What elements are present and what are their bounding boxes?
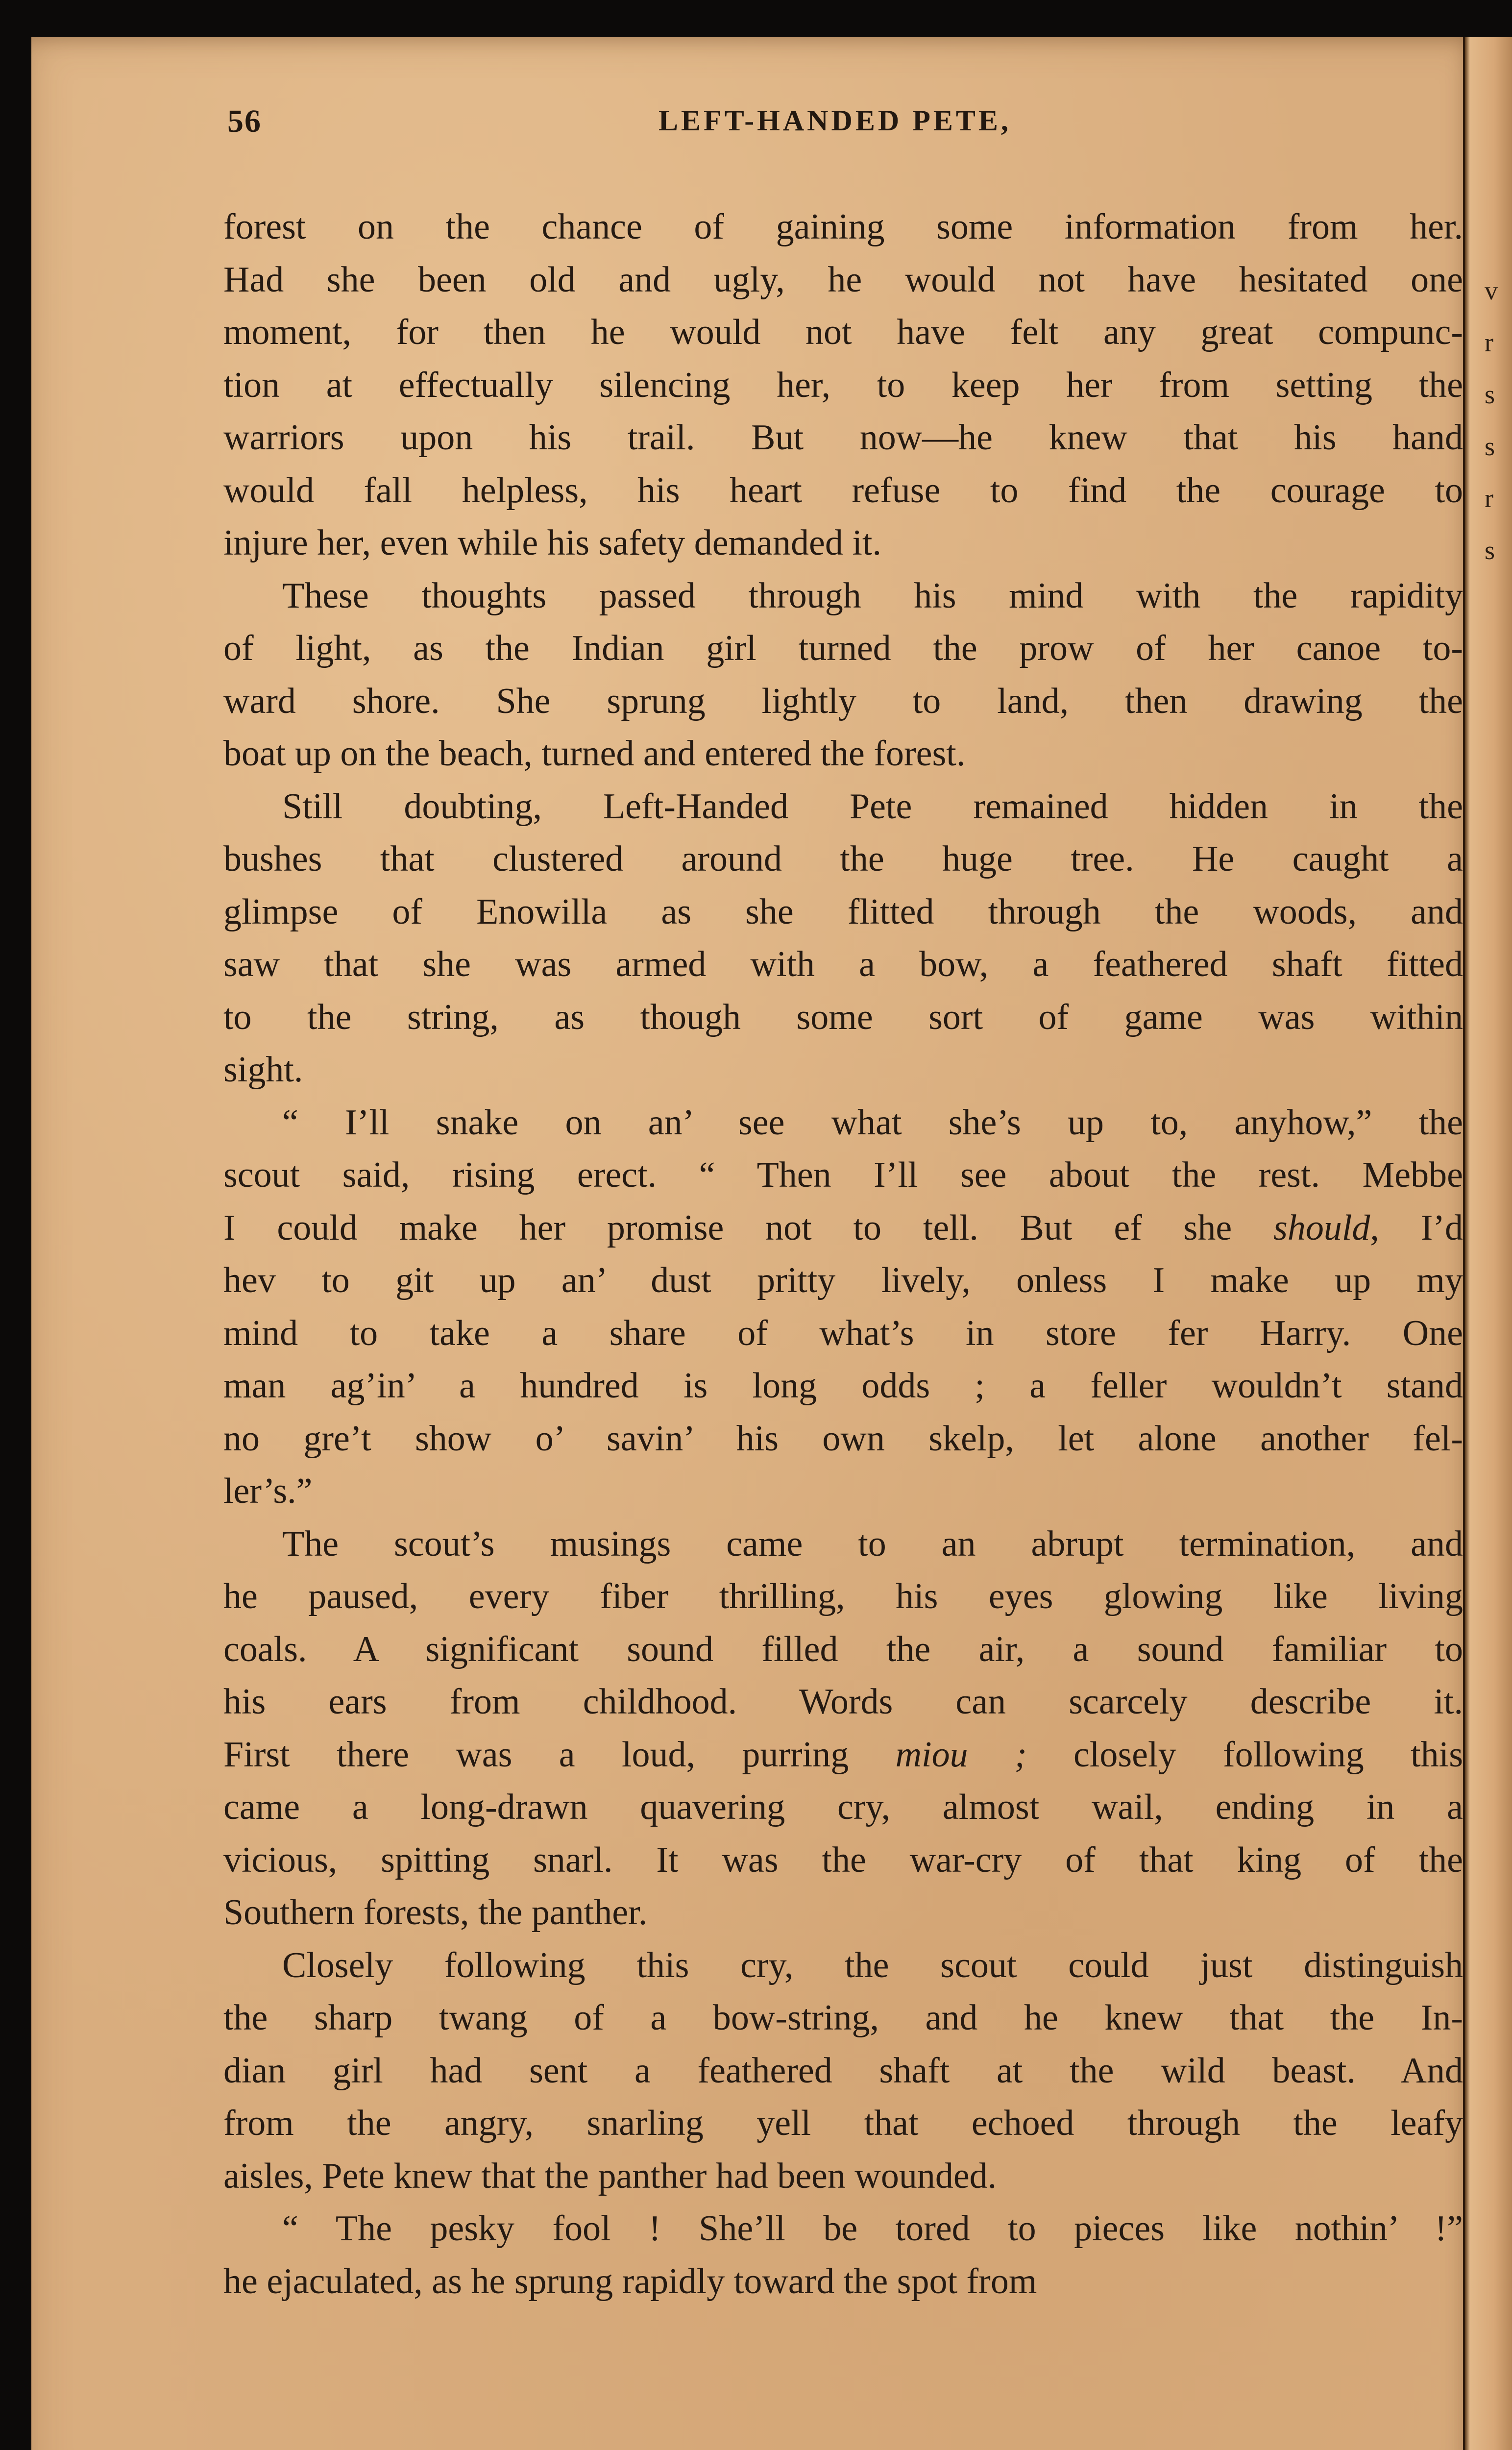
- text-line: of light, as the Indian girl turned the prow of her canoe to-: [223, 628, 1463, 668]
- facing-page-letter: v: [1485, 276, 1498, 305]
- text-line: Closely following this cry, the scout could just distinguish: [282, 1945, 1463, 1985]
- text-line: aisles, Pete knew that the panther had been wounded.: [223, 2156, 997, 2196]
- text-line: Southern forests, the panther.: [223, 1892, 648, 1933]
- text-line: hev to git up an’ dust pritty lively, onless I make up my: [223, 1260, 1463, 1300]
- text-line: no gre’t show o’ savin’ his own skelp, let alone another fel-: [223, 1418, 1463, 1459]
- body-text: [223, 201, 1463, 2308]
- text-line: he paused, every fiber thrilling, his eyes glowing like living: [223, 1576, 1463, 1617]
- page-number: 56: [227, 103, 262, 139]
- text-line: he ejaculated, as he sprung rapidly toward the spot from: [223, 2261, 1037, 2302]
- text-line: These thoughts passed through his mind with the rapidity: [282, 575, 1463, 616]
- text-line: coals. A significant sound filled the air, a sound familiar to: [223, 1629, 1463, 1669]
- facing-page-letters: [1485, 265, 1512, 576]
- text-line: forest on the chance of gaining some information from her.: [223, 207, 1463, 247]
- text-line: ler’s.”: [223, 1471, 313, 1511]
- paragraph: [223, 781, 1463, 1097]
- text-line: moment, for then he would not have felt any great compunc-: [223, 312, 1463, 352]
- facing-page-letter: s: [1485, 380, 1495, 409]
- text-line: to the string, as though some sort of game was within: [223, 997, 1463, 1037]
- text-line: saw that she was armed with a bow, a feathered shaft fitted: [223, 944, 1463, 984]
- text-line: ward shore. She sprung lightly to land, then drawing the: [223, 681, 1463, 721]
- text-line: “ The pesky fool ! She’ll be tored to pieces like nothin’ !”: [282, 2208, 1463, 2249]
- text-line: his ears from childhood. Words can scarcely describe it.: [223, 1682, 1463, 1722]
- paragraph: [223, 1097, 1463, 1518]
- text-line: tion at effectually silencing her, to keep her from setting the: [223, 365, 1463, 405]
- text-line: Had she been old and ugly, he would not have hesitated one: [223, 259, 1463, 300]
- text-line: First there was a loud, purring miou ; closely following this: [223, 1734, 1463, 1775]
- text-line: warriors upon his trail. But now—he knew that his hand: [223, 417, 1463, 458]
- text-line: sight.: [223, 1050, 303, 1090]
- text-line: I could make her promise not to tell. But ef she should, I’d: [223, 1207, 1463, 1248]
- paragraph: [223, 1518, 1463, 1939]
- facing-page-letter: s: [1485, 536, 1495, 565]
- text-line: mind to take a share of what’s in store fer Harry. One: [223, 1313, 1463, 1353]
- text-line: man ag’in’ a hundred is long odds ; a feller wouldn’t stand: [223, 1366, 1463, 1406]
- text-line: boat up on the beach, turned and entered the forest.: [223, 734, 966, 774]
- text-line: The scout’s musings came to an abrupt termination, and: [282, 1523, 1463, 1564]
- text-line: the sharp twang of a bow-string, and he knew that the In-: [223, 1998, 1463, 2038]
- paragraph: [223, 1939, 1463, 2203]
- text-line: from the angry, snarling yell that echoed through the leafy: [223, 2103, 1463, 2143]
- running-title: LEFT-HANDED PETE,: [658, 104, 1011, 137]
- text-line: glimpse of Enowilla as she flitted through the woods, and: [223, 891, 1463, 932]
- text-line: injure her, even while his safety demanded it.: [223, 523, 881, 563]
- text-line: vicious, spitting snarl. It was the war-cry of that king of the: [223, 1839, 1463, 1880]
- text-line: Still doubting, Left-Handed Pete remained hidden in the: [282, 786, 1463, 827]
- paragraph: [223, 570, 1463, 781]
- text-line: bushes that clustered around the huge tree. He caught a: [223, 839, 1463, 879]
- page-header: [227, 103, 1462, 147]
- text-line: dian girl had sent a feathered shaft at the wild beast. And: [223, 2050, 1463, 2091]
- facing-page-letter: r: [1485, 484, 1493, 513]
- text-line: scout said, rising erect. “ Then I’ll see about the rest. Mebbe: [223, 1155, 1463, 1195]
- paragraph: [223, 2203, 1463, 2308]
- text-line: would fall helpless, his heart refuse to find the courage to: [223, 470, 1463, 511]
- text-line: “ I’ll snake on an’ see what she’s up to, anyhow,” the: [282, 1102, 1463, 1143]
- facing-page-letter: r: [1485, 328, 1493, 357]
- paragraph: [223, 201, 1463, 570]
- facing-page-letter: s: [1485, 432, 1495, 461]
- text-line: came a long-drawn quavering cry, almost wail, ending in a: [223, 1787, 1463, 1827]
